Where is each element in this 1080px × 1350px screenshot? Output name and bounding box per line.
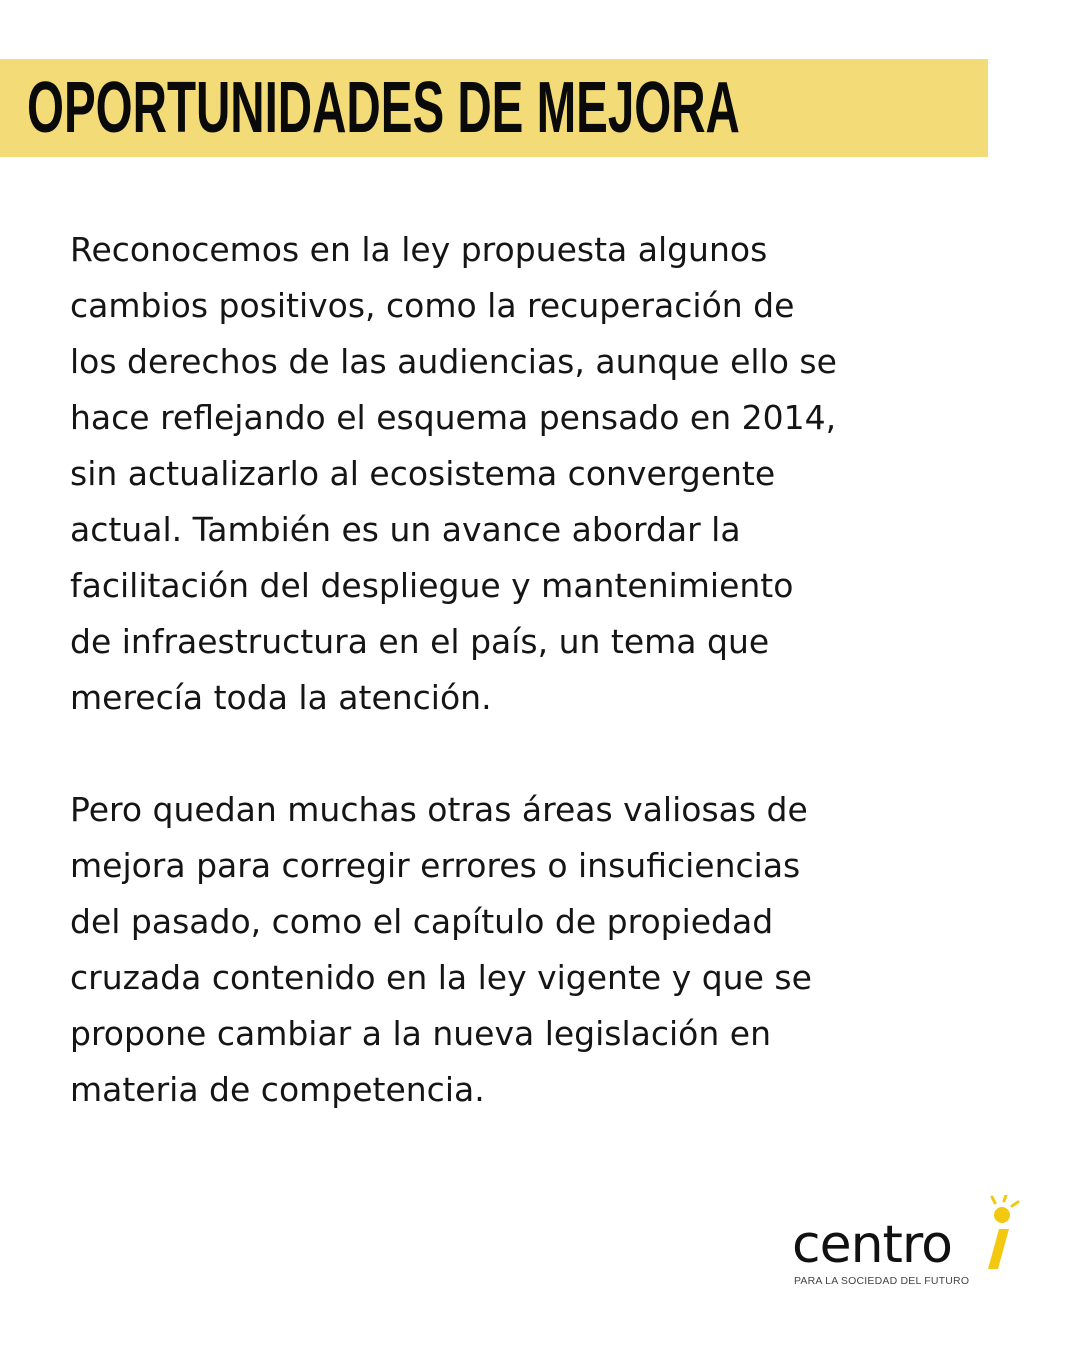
page-title: OPORTUNIDADES DE MEJORA	[27, 68, 740, 148]
title-band	[0, 59, 988, 157]
logo-wordmark: centro	[792, 1215, 952, 1275]
text-line: materia de competencia.	[70, 1070, 485, 1109]
text-line: cambios positivos, como la recuperación de	[70, 286, 795, 325]
centro-i-logo	[790, 1195, 1030, 1295]
text-line: los derechos de las audiencias, aunque ello se	[70, 342, 837, 381]
paragraph-2	[70, 782, 1010, 1118]
text-line: propone cambiar a la nueva legislación en	[70, 1014, 771, 1053]
text-line: Pero quedan muchas otras áreas valiosas de	[70, 790, 808, 829]
text-line: actual. También es un avance abordar la	[70, 510, 741, 549]
text-line: del pasado, como el capítulo de propiedad	[70, 902, 774, 941]
text-line: facilitación del despliegue y mantenimiento	[70, 566, 794, 605]
text-line: mejora para corregir errores o insuficiencias	[70, 846, 801, 885]
text-line: cruzada contenido en la ley vigente y que se	[70, 958, 812, 997]
text-line: merecía toda la atención.	[70, 678, 492, 717]
lightbulb-i-icon	[982, 1195, 1022, 1277]
paragraph-1	[70, 222, 1010, 726]
logo-tagline: PARA LA SOCIEDAD DEL FUTURO	[794, 1275, 970, 1287]
text-line: sin actualizarlo al ecosistema convergente	[70, 454, 776, 493]
text-line: Reconocemos en la ley propuesta algunos	[70, 230, 768, 269]
text-line: de infraestructura en el país, un tema que	[70, 622, 770, 661]
text-line: hace reflejando el esquema pensado en 2014,	[70, 398, 837, 437]
